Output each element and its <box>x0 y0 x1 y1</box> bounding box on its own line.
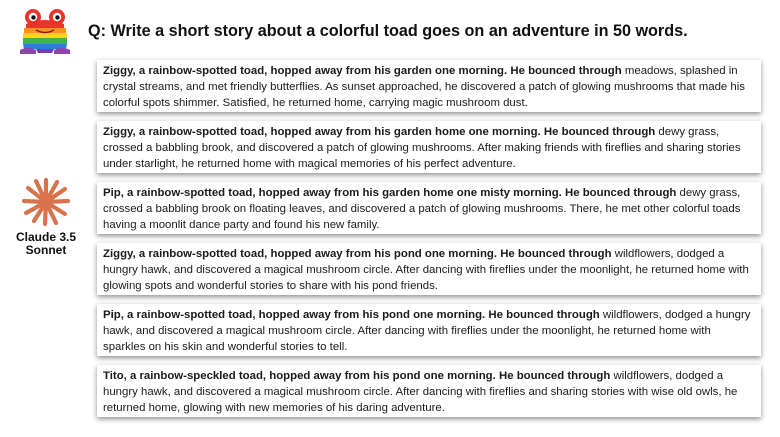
response-text: dewy grass, crossed a babbling brook on floating leaves, and discovered a patch of glowing mushrooms. There, he met other colorful toads having a moonlit dance party and found his new family. <box>103 187 741 231</box>
response-bold-text: Tito, a rainbow-speckled toad, hopped away from his pond one morning. He bounced through <box>103 370 611 382</box>
response-bold-text: Ziggy, a rainbow-spotted toad, hopped away from his garden home one morning. He bounced through <box>103 126 656 138</box>
response-card-2 <box>97 121 761 173</box>
response-text: wildflowers, dodged a hungry hawk, and discovered a magical mushroom circle. After dancing with fireflies and sharing stories with wise old owls, he returned home, glowing with new memories of his daring adventure. <box>103 370 738 414</box>
question-title: Q: Write a short story about a colorful toad goes on an adventure in 50 words. <box>88 22 688 40</box>
response-bold-text: Pip, a rainbow-spotted toad, hopped away from his pond one morning. He bounced through <box>103 309 600 321</box>
response-bold-text: Pip, a rainbow-spotted toad, hopped away from his garden home one misty morning. He bounced through <box>103 187 677 199</box>
model-label <box>8 176 84 257</box>
response-card-4 <box>97 243 761 295</box>
response-text: wildflowers, dodged a hungry hawk, and discovered a magical mushroom circle. After dancing with fireflies under the moonlight, he returned home with glowing spots and wonderful stories to share with his pond friends. <box>103 248 749 292</box>
response-card-3 <box>97 182 761 234</box>
response-text: meadows, splashed in crystal streams, and met friendly butterflies. As sunset approached, he discovered a patch of glowing mushrooms that made his colorful spots shimmer. Satisfied, he returned home, carrying magic mushroom dust. <box>103 65 745 109</box>
response-bold-text: Ziggy, a rainbow-spotted toad, hopped away from his garden one morning. He bounced through <box>103 65 622 77</box>
rainbow-toad-logo-icon <box>18 6 72 58</box>
model-name-line2: Sonnet <box>25 243 67 257</box>
response-list <box>97 60 761 426</box>
claude-starburst-icon <box>20 176 72 228</box>
model-name-line1: Claude 3.5 <box>15 230 77 244</box>
response-bold-text: Ziggy, a rainbow-spotted toad, hopped away from his pond one morning. He bounced through <box>103 248 612 260</box>
response-text: wildflowers, dodged a hungry hawk, and discovered a magical mushroom circle. After dancing with fireflies under the moonlight, he returned home with sparkles on his skin and wonderful stories to tell. <box>103 309 751 353</box>
response-card-1 <box>97 60 761 112</box>
response-card-6 <box>97 365 761 417</box>
response-card-5 <box>97 304 761 356</box>
response-text: dewy grass, crossed a babbling brook, and discovered a patch of glowing mushrooms. After making friends with fireflies and sharing stories under starlight, he returned home with magical memories of his perfect adventure. <box>103 126 741 170</box>
